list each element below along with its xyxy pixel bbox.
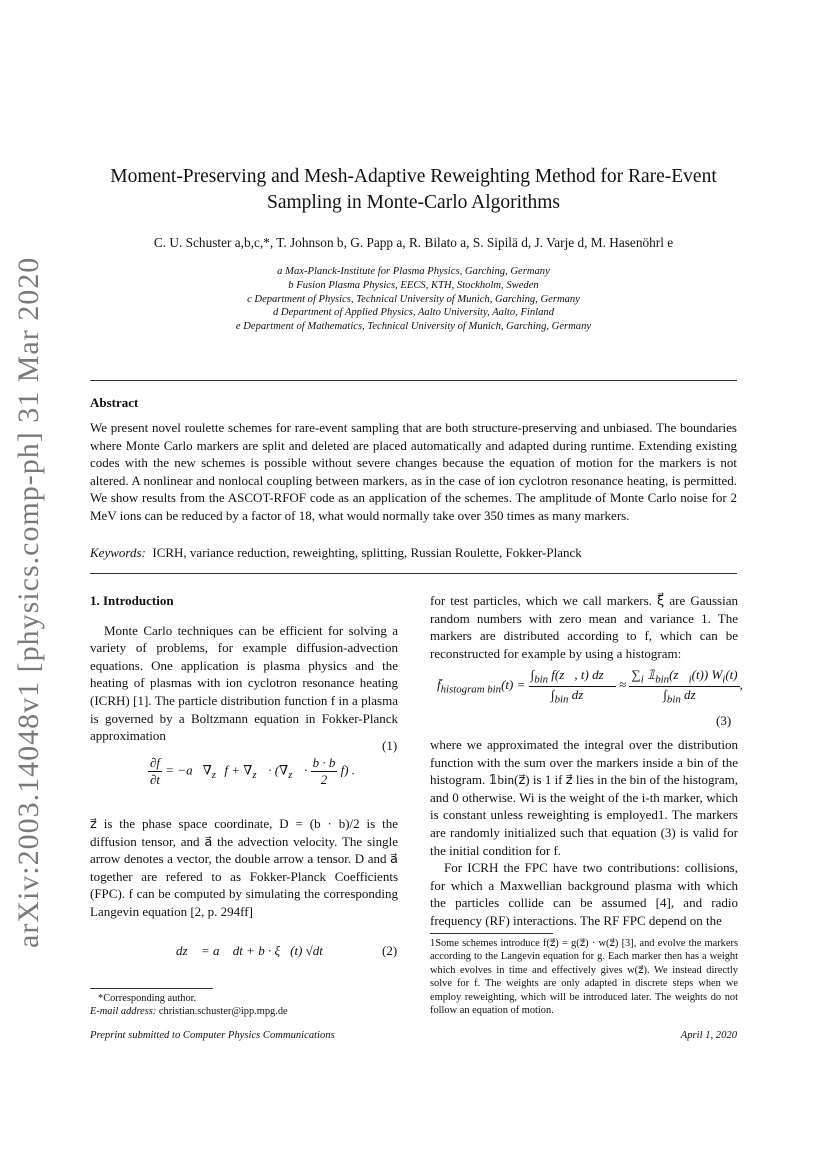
- footer-date: April 1, 2020: [680, 1030, 737, 1041]
- affiliation-a: a Max-Planck-Institute for Plasma Physics, Garching, Germany: [277, 266, 550, 277]
- left-column: [90, 592, 398, 745]
- keywords-list: ICRH, variance reduction, reweighting, splitting, Russian Roulette, Fokker-Planck: [152, 545, 582, 560]
- abstract-text: We present novel roulette schemes for rare-event sampling that are both structure-preserving and unbiased. The boundaries where Monte Carlo markers are split and deleted are placed automatically and adapted during runtime. Extending existing codes with the new schemes is possible without severe changes because the equation of motion for the markers is not altered. A nonlinear and nonlocal coupling between markers, as in the case of ion cyclotron resonance heating, is permitted. We show results from the ASCOT-RFOF code as an application of the schemes. The amplitude of Monte Carlo noise for 2 MeV ions can be reduced by a factor of 18, what would normally take over 350 times as many markers.: [90, 420, 737, 523]
- equation-3: $f̄_{histogram bin}(t)$ = $\frac{\int_{bin} f(z⃗, t) dz⃗}{\int_{bin} dz⃗}$ ≈ $\frac{\sum_i 𝟙_{bin}(z⃗_i(t)) W_i(t)}{\int_{bin} dz⃗}$ ,: [437, 667, 743, 706]
- right-footnote-rule: [430, 933, 553, 934]
- equation-1-number: (1): [382, 738, 398, 753]
- affiliation-e: e Department of Mathematics, Technical University of Munich, Garching, Germany: [235, 321, 592, 333]
- corresponding-author-note: *Corresponding author.: [98, 993, 197, 1004]
- equation-1: $\frac{\partial f}{\partial t}$ = $-a⃗\nabla_{z⃗}f + \nabla_{z⃗} \cdot (\nabla_{z⃗}$ · $\frac{b \cdot b}{2}$ f) .: [150, 755, 356, 787]
- right-column-middle: [430, 736, 738, 930]
- affiliations: [90, 265, 737, 334]
- right-paragraph-2: where we approximated the integral over the distribution function with the sum over the markers inside a bin of the histogram. 𝟙bin(z⃗) is 1 if z⃗ lies in the bin of the histogram, and 0 otherwise. Wi is the weight of the i-th marker, which is constant unless reweighting is employed1. The markers are randomly initialized such that equation (3) is valid for the initial condition for f.: [430, 737, 738, 858]
- paper-title: [90, 164, 737, 216]
- intro-paragraph-2-block: [90, 815, 398, 921]
- abstract-top-rule: [90, 380, 737, 381]
- affiliation-c: c Department of Physics, Technical University of Munich, Garching, Germany: [247, 293, 580, 305]
- equation-2-number: (2): [382, 943, 398, 958]
- footnote-1: 1Some schemes introduce f(z⃗) = g(z⃗) · w(z⃗) [3], and evolve the markers according to the Langevin equation for g. Each marker then has a weight which evolves in time and effectively gives w(z⃗). We instead directly solve for f. The weights are only adapted in discrete steps when we employ reweighting, which will be introduced later. The weights do not follow an equation of motion.: [430, 938, 738, 1017]
- section-heading-introduction: 1. Introduction: [90, 593, 174, 608]
- equation-2: dz⃗ = a⃗ dt + b · ξ⃗(t) √dt: [176, 943, 323, 958]
- abstract-bottom-rule: [90, 573, 737, 574]
- equation-3-number: (3): [716, 713, 732, 728]
- left-footnote-rule: [90, 988, 213, 989]
- email-note: [90, 1005, 398, 1018]
- left-footnotes: [90, 992, 398, 1019]
- title-line-2: Sampling in Monte-Carlo Algorithms: [266, 192, 561, 213]
- footer-preprint-note: Preprint submitted to Computer Physics Communications: [90, 1030, 335, 1041]
- email-address: christian.schuster@ipp.mpg.de: [158, 1006, 288, 1018]
- email-label: E-mail address:: [90, 1006, 157, 1018]
- intro-paragraph-1: Monte Carlo techniques can be efficient for solving a variety of problems, for example diffusion-advection equations. One application is plasma physics and the heating of plasmas with ion cyclotron resonance heating (ICRH) [1]. The particle distribution function f in a plasma is governed by a Boltzmann equation in Fokker-Planck approximation: [90, 622, 398, 744]
- right-paragraph-1: for test particles, which we call markers. ξ⃗ are Gaussian random numbers with zero mean and variance 1. The markers are distributed according to f, which can be reconstructed for example by using a histogram:: [430, 593, 738, 661]
- right-paragraph-3: For ICRH the FPC have two contributions: collisions, for which a Maxwellian background plasma with which the particles collide can be assumed [4], and radio frequency (RF) interactions. The RF FPC depend on the: [430, 860, 738, 928]
- intro-paragraph-2: z⃗ is the phase space coordinate, D = (b · b)/2 is the diffusion tensor, and a⃗ the advection velocity. The single arrow denotes a vector, the double arrow a tensor. D and a⃗ together are refered to as Fokker-Planck Coefficients (FPC). f can be computed by simulating the corresponding Langevin equation [2, p. 294ff]: [90, 816, 398, 919]
- title-line-1: Moment-Preserving and Mesh-Adaptive Reweighting Method for Rare-Event: [110, 166, 717, 187]
- keywords: [90, 545, 737, 561]
- affiliation-b: b Fusion Plasma Physics, EECS, KTH, Stockholm, Sweden: [288, 279, 539, 291]
- author-list: C. U. Schuster a,b,c,*, T. Johnson b, G. Papp a, R. Bilato a, S. Sipilä d, J. Varje d, M. Hasenöhrl e: [153, 235, 674, 250]
- abstract-heading: Abstract: [90, 395, 139, 410]
- right-column-top: [430, 592, 738, 662]
- arxiv-sidebar-stamp: arXiv:2003.14048v1 [physics.comp-ph] 31 Mar 2020: [12, 256, 45, 948]
- affiliation-d: d Department of Applied Physics, Aalto University, Aalto, Finland: [272, 307, 554, 319]
- keywords-label: Keywords:: [90, 545, 146, 560]
